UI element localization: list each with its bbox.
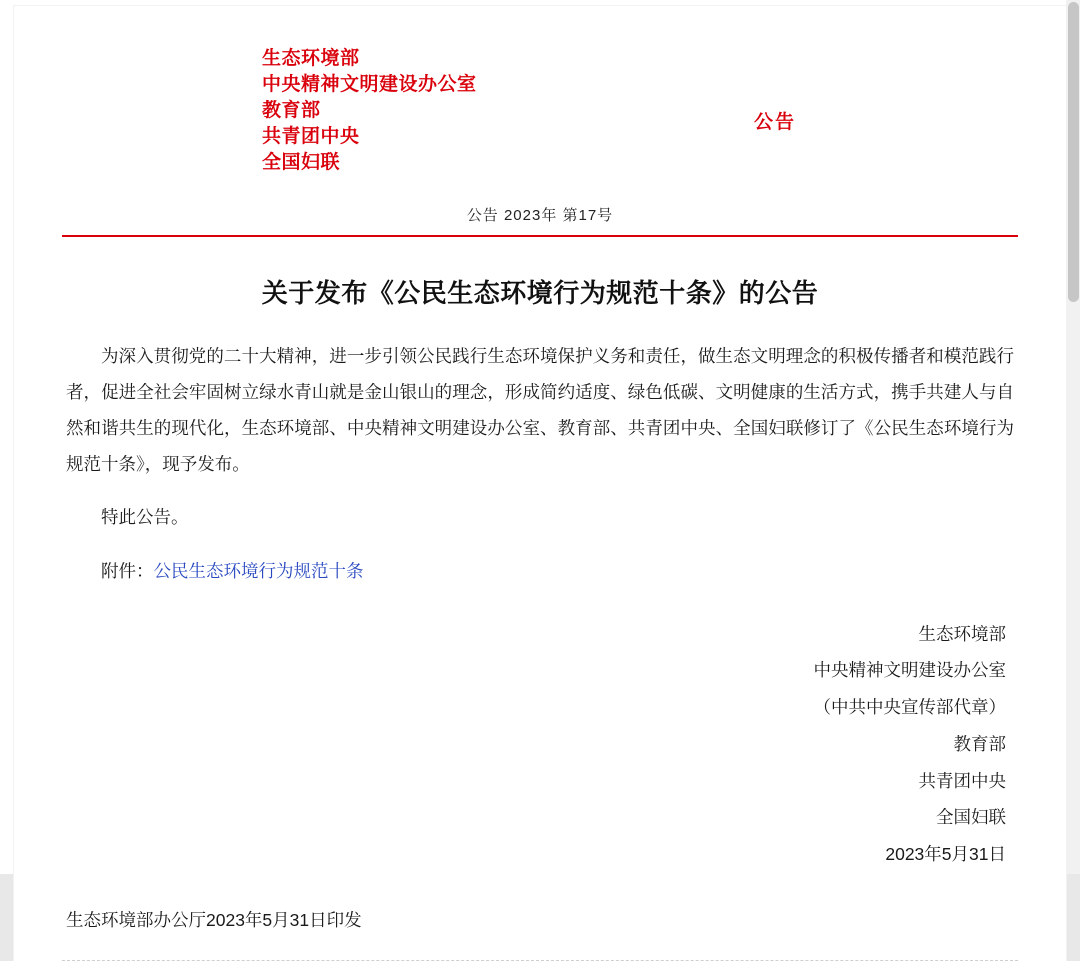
document-masthead [14, 6, 1066, 176]
signoff-date: 2023年5月31日 [885, 844, 1006, 865]
body-paragraph-1: 为深入贯彻党的二十大精神，进一步引领公民践行生态环境保护义务和责任，做生态文明理念的积极传播者和模范践行者，促进全社会牢固树立绿水青山就是金山银山的理念，形成简约适度、绿色低碳、文明健康的生活方式，携手共建人与自然和谐共生的现代化，生态环境部、中央精神文明建设办公室、教育部、共青团中央、全国妇联修订了《公民生态环境行为规范十条》，现予发布。 [66, 346, 1014, 475]
issuer-line-3: 教育部 [262, 100, 321, 121]
document-sheet [14, 6, 1066, 961]
document-number: 公告 2023年 第17号 [466, 207, 614, 224]
signoff-line-2: 中央精神文明建设办公室 [813, 660, 1006, 681]
issuer-line-2: 中央精神文明建设办公室 [262, 74, 477, 95]
scrollbar-thumb[interactable] [1068, 2, 1079, 302]
header-red-rule [62, 235, 1018, 237]
signoff-line-1: 生态环境部 [918, 623, 1006, 644]
issuer-line-1: 生态环境部 [262, 48, 360, 69]
document-kind-label: 公告 [754, 112, 797, 133]
issuer-list [262, 46, 477, 176]
body-paragraph-2: 特此公告。 [101, 507, 189, 528]
vertical-scrollbar[interactable] [1066, 0, 1080, 874]
signoff-block [14, 616, 1014, 873]
issuer-line-5: 全国妇联 [262, 152, 341, 173]
signoff-line-6: 全国妇联 [936, 807, 1006, 828]
attachment-label: 附件： [101, 560, 154, 581]
signoff-line-4: 教育部 [953, 733, 1006, 754]
document-body [66, 339, 1014, 589]
issuer-line-4: 共青团中央 [262, 126, 360, 147]
page-title: 关于发布《公民生态环境行为规范十条》的公告 [261, 278, 819, 308]
footer-issuing-office: 生态环境部办公厅2023年5月31日印发 [66, 909, 362, 930]
signoff-line-5: 共青团中央 [918, 770, 1006, 791]
attachment-row [66, 554, 1014, 590]
signoff-line-3: （中共中央宣传部代章） [813, 697, 1006, 718]
attachment-link[interactable]: 公民生态环境行为规范十条 [153, 560, 364, 581]
